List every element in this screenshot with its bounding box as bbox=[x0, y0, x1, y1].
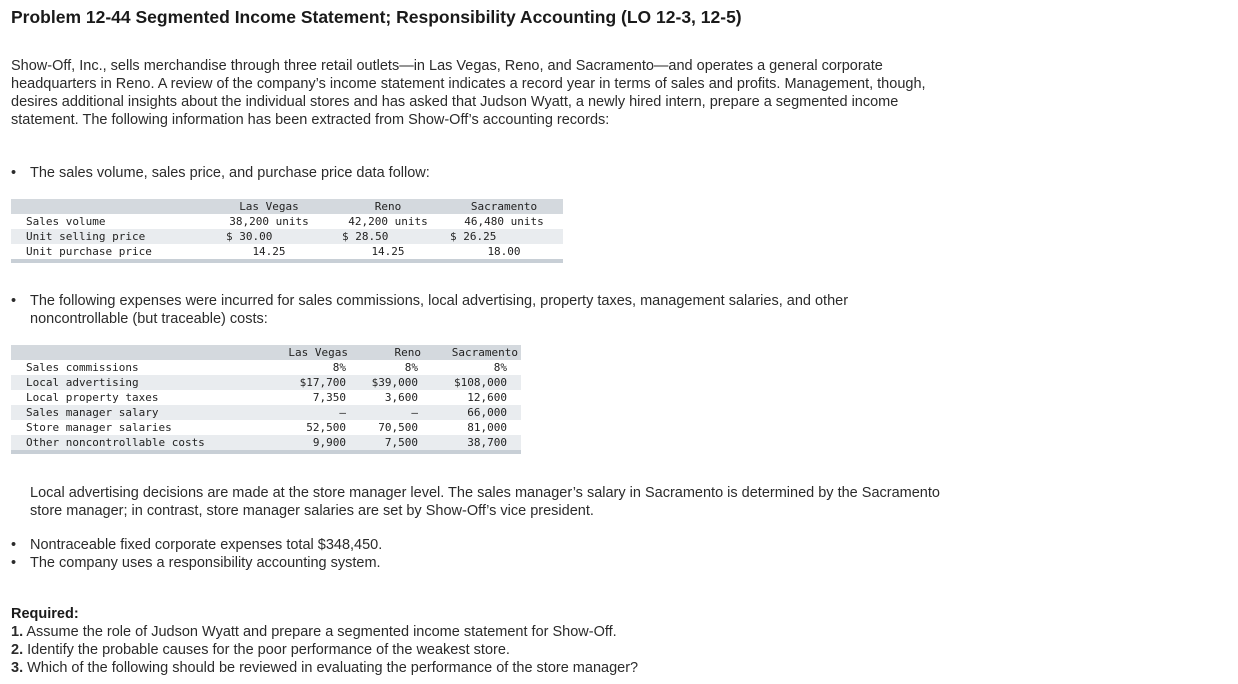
bullet-dot: • bbox=[11, 293, 17, 309]
table-cell: 7,350 bbox=[312, 391, 346, 404]
header-cell: Sacramento bbox=[430, 345, 521, 360]
problem-title: Problem 12-44 Segmented Income Statement; Responsibility Accounting (LO 12-3, 12-5) bbox=[11, 7, 742, 27]
bullet-text: The sales volume, sales price, and purchase price data follow: bbox=[30, 165, 430, 181]
table-row bbox=[11, 390, 521, 405]
header-cell: Sacramento bbox=[445, 199, 563, 214]
required-number: 3. bbox=[11, 660, 24, 676]
table-cell: 12,600 bbox=[467, 391, 507, 404]
required-item bbox=[11, 623, 638, 641]
required-item bbox=[11, 641, 638, 659]
bullet-sales-data bbox=[11, 164, 930, 182]
row-label: Local advertising bbox=[26, 376, 139, 389]
header-cell: Las Vegas bbox=[267, 345, 350, 360]
table-cell: 38,200 units bbox=[229, 215, 309, 228]
table-cell: – bbox=[411, 406, 418, 419]
table-row bbox=[11, 375, 521, 390]
bullet-expenses bbox=[11, 292, 930, 328]
table-row bbox=[11, 420, 521, 435]
table-cell: $17,700 bbox=[299, 376, 346, 389]
table-row bbox=[11, 229, 563, 244]
table-cell: 70,500 bbox=[378, 421, 418, 434]
row-label: Unit selling price bbox=[26, 230, 146, 243]
table-cell: 3,600 bbox=[384, 391, 418, 404]
header-cell: Reno bbox=[331, 199, 445, 214]
table-header-row bbox=[11, 199, 563, 214]
table-header-row bbox=[11, 345, 521, 360]
required-section bbox=[11, 605, 638, 677]
required-number: 2. bbox=[11, 642, 24, 658]
bullet-text: The following expenses were incurred for sales commissions, local advertising, property taxes, management salaries, and other noncontrollable (but traceable) costs: bbox=[30, 293, 849, 327]
bullet-dot: • bbox=[11, 537, 17, 553]
bullet-text: The company uses a responsibility accounting system. bbox=[30, 555, 381, 571]
row-label: Other noncontrollable costs bbox=[26, 436, 205, 449]
required-number: 1. bbox=[11, 624, 24, 640]
table-cell: $39,000 bbox=[371, 376, 418, 389]
sales-data-table bbox=[11, 199, 563, 263]
bullet-dot: • bbox=[11, 165, 17, 181]
row-label: Local property taxes bbox=[26, 391, 159, 404]
required-item bbox=[11, 659, 638, 677]
table-row bbox=[11, 360, 521, 375]
row-label: Unit purchase price bbox=[26, 245, 152, 258]
table-cell: 81,000 bbox=[467, 421, 507, 434]
table-row bbox=[11, 405, 521, 420]
table-cell: 18.00 bbox=[487, 245, 521, 258]
header-cell: Las Vegas bbox=[207, 199, 331, 214]
required-heading: Required: bbox=[11, 606, 79, 622]
row-label: Store manager salaries bbox=[26, 421, 172, 434]
table-cell: $ 26.25 bbox=[450, 230, 497, 243]
row-label: Sales manager salary bbox=[26, 406, 159, 419]
intro-paragraph: Show-Off, Inc., sells merchandise through three retail outlets—in Las Vegas, Reno, and Sacramento—and operates a general corporate headquarters in Reno. A review of the company’s income statement indicates a record year in terms of sales and profits. Management, though, desires additional insights about the individual stores and has asked that Judson Wyatt, a newly hired intern, prepare a segmented income statement. The following information has been extracted from Show-Off’s accounting records: bbox=[11, 58, 926, 128]
table-cell: $ 28.50 bbox=[342, 230, 389, 243]
row-label: Sales volume bbox=[26, 215, 106, 228]
header-cell: Reno bbox=[350, 345, 430, 360]
row-label: Sales commissions bbox=[26, 361, 139, 374]
table-row bbox=[11, 435, 521, 452]
table-cell: 8% bbox=[404, 361, 418, 374]
table-row bbox=[11, 214, 563, 229]
table-cell: 38,700 bbox=[467, 436, 507, 449]
bullet-dot: • bbox=[11, 555, 17, 571]
required-text: Assume the role of Judson Wyatt and prepare a segmented income statement for Show-Off. bbox=[23, 624, 617, 640]
table-cell: 42,200 units bbox=[348, 215, 428, 228]
bullet-text: Nontraceable fixed corporate expenses total $348,450. bbox=[30, 537, 383, 553]
table-cell: 14.25 bbox=[252, 245, 286, 258]
required-text: Identify the probable causes for the poor performance of the weakest store. bbox=[23, 642, 510, 658]
table-cell: – bbox=[339, 406, 346, 419]
bullet-corporate-expenses bbox=[11, 536, 930, 554]
header-cell bbox=[11, 345, 267, 360]
table-cell: 7,500 bbox=[384, 436, 418, 449]
table-cell: 8% bbox=[493, 361, 507, 374]
table-cell: $ 30.00 bbox=[226, 230, 273, 243]
table-cell: 14.25 bbox=[371, 245, 405, 258]
table-cell: 9,900 bbox=[312, 436, 346, 449]
expenses-table bbox=[11, 345, 521, 454]
header-cell bbox=[11, 199, 207, 214]
advertising-note: Local advertising decisions are made at the store manager level. The sales manager’s salary in Sacramento is determined by the Sacramento store manager; in contrast, store manager salaries are set by Show-Off’s vice president. bbox=[30, 485, 940, 519]
table-row bbox=[11, 244, 563, 261]
bullet-responsibility-system bbox=[11, 554, 930, 572]
table-cell: 52,500 bbox=[306, 421, 346, 434]
table-cell: 8% bbox=[332, 361, 346, 374]
table-cell: 46,480 units bbox=[464, 215, 544, 228]
table-cell: 66,000 bbox=[467, 406, 507, 419]
required-text: Which of the following should be reviewed in evaluating the performance of the store manager? bbox=[23, 660, 639, 676]
table-cell: $108,000 bbox=[454, 376, 507, 389]
